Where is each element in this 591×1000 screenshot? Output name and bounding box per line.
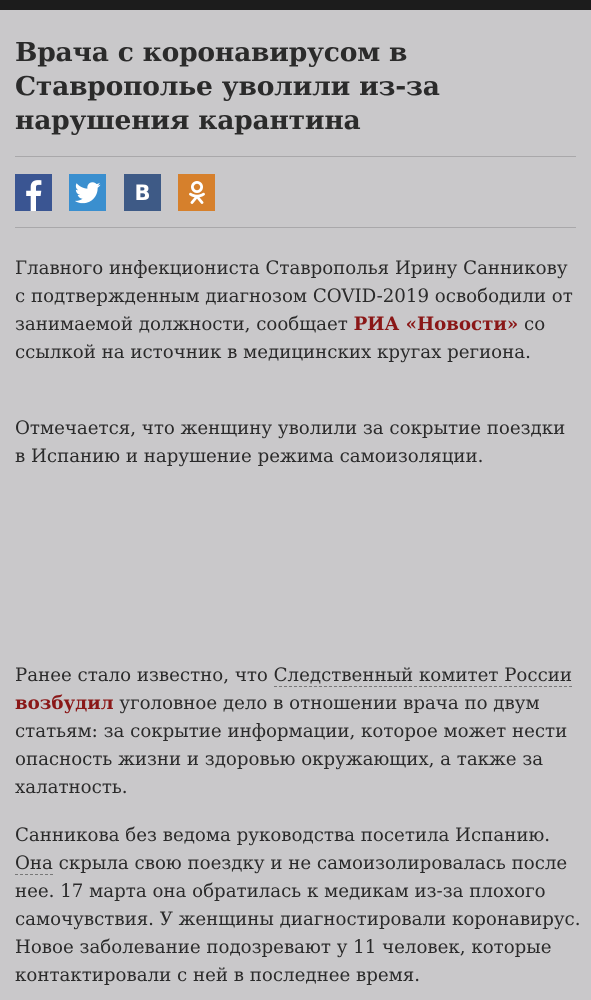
paragraph-text: Санникова без ведома руководства посетила Испанию.	[15, 825, 551, 846]
vk-icon: B	[134, 180, 151, 205]
vk-share-button[interactable]	[124, 174, 161, 211]
article-paragraph-4	[15, 822, 581, 990]
paragraph-text: Главного инфекциониста Ставрополья Ирину Санникову с подтвержденным диагнозом COVID-2019 освободили от занимаемой должности, сообщает	[15, 258, 573, 335]
paragraph-text: Ранее стало известно, что	[15, 665, 274, 686]
ria-novosti-link[interactable]: РИА «Новости»	[353, 314, 519, 335]
article-paragraph-3	[15, 662, 581, 802]
she-link[interactable]: Она	[15, 853, 53, 874]
article-title: Врача с коронавирусом в Ставрополье уволили из-за нарушения карантина	[15, 37, 440, 136]
initiated-case-link[interactable]: возбудил	[15, 693, 114, 714]
paragraph-text: со ссылкой на источник в медицинских кругах региона.	[15, 314, 546, 363]
odnoklassniki-share-button[interactable]	[178, 174, 215, 211]
investigative-committee-link[interactable]: Следственный комитет России	[273, 665, 573, 686]
status-bar	[0, 0, 591, 10]
article-paragraph-2: Отмечается, что женщину уволили за сокрытие поездки в Испанию и нарушение режима самоизоляции.	[15, 418, 566, 467]
paragraph-text: скрыла свою поездку и не самоизолировалась после нее. 17 марта она обратилась к медикам из-за плохого самочувствия. У женщины диагностировали коронавирус. Новое заболевание подозревают у 11 человек, которые контактировали с ней в последнее время.	[15, 853, 581, 986]
facebook-share-button[interactable]	[15, 174, 52, 211]
article-paragraph-1	[15, 255, 581, 367]
divider-top	[15, 156, 576, 157]
twitter-icon	[75, 182, 101, 204]
twitter-share-button[interactable]	[69, 174, 106, 211]
paragraph-text: уголовное дело в отношении врача по двум статьям: за сокрытие информации, которое может нести опасность жизни и здоровью окружающих, а также за халатность.	[15, 693, 568, 798]
odnoklassniki-icon	[186, 180, 208, 206]
divider-bottom	[15, 227, 576, 228]
facebook-icon	[15, 174, 52, 211]
